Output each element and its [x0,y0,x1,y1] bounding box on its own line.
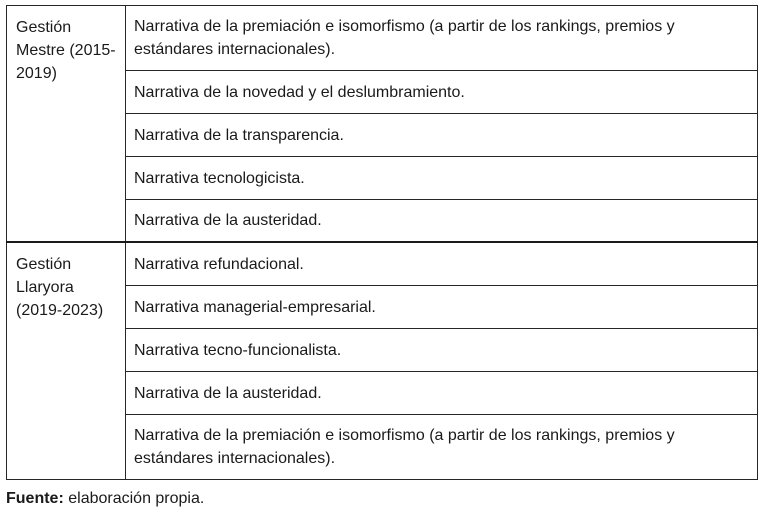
source-label: Fuente: [6,490,64,507]
narratives-table [6,5,758,480]
narrative-cell: Narrativa managerial-empresarial. [126,286,758,329]
source-note [6,489,204,509]
narrative-cell: Narrativa de la transparencia. [126,114,758,157]
table-row [7,242,758,286]
source-text: elaboración propia. [68,490,205,507]
narrative-cell: Narrativa tecno-funcionalista. [126,329,758,372]
gestion-llaryora-cell: Gestión Llaryora (2019-2023) [7,242,126,480]
table-row [7,6,758,71]
narrative-cell: Narrativa tecnologicista. [126,157,758,200]
narrative-cell: Narrativa de la austeridad. [126,200,758,243]
narrative-cell: Narrativa refundacional. [126,242,758,286]
narrative-cell: Narrativa de la novedad y el deslumbramiento. [126,71,758,114]
narrative-cell: Narrativa de la premiación e isomorfismo (a partir de los rankings, premios y estándares internacionales). [126,415,758,480]
narrative-cell: Narrativa de la premiación e isomorfismo (a partir de los rankings, premios y estándares internacionales). [126,6,758,71]
narrative-cell: Narrativa de la austeridad. [126,372,758,415]
gestion-mestre-cell: Gestión Mestre (2015-2019) [7,6,126,243]
